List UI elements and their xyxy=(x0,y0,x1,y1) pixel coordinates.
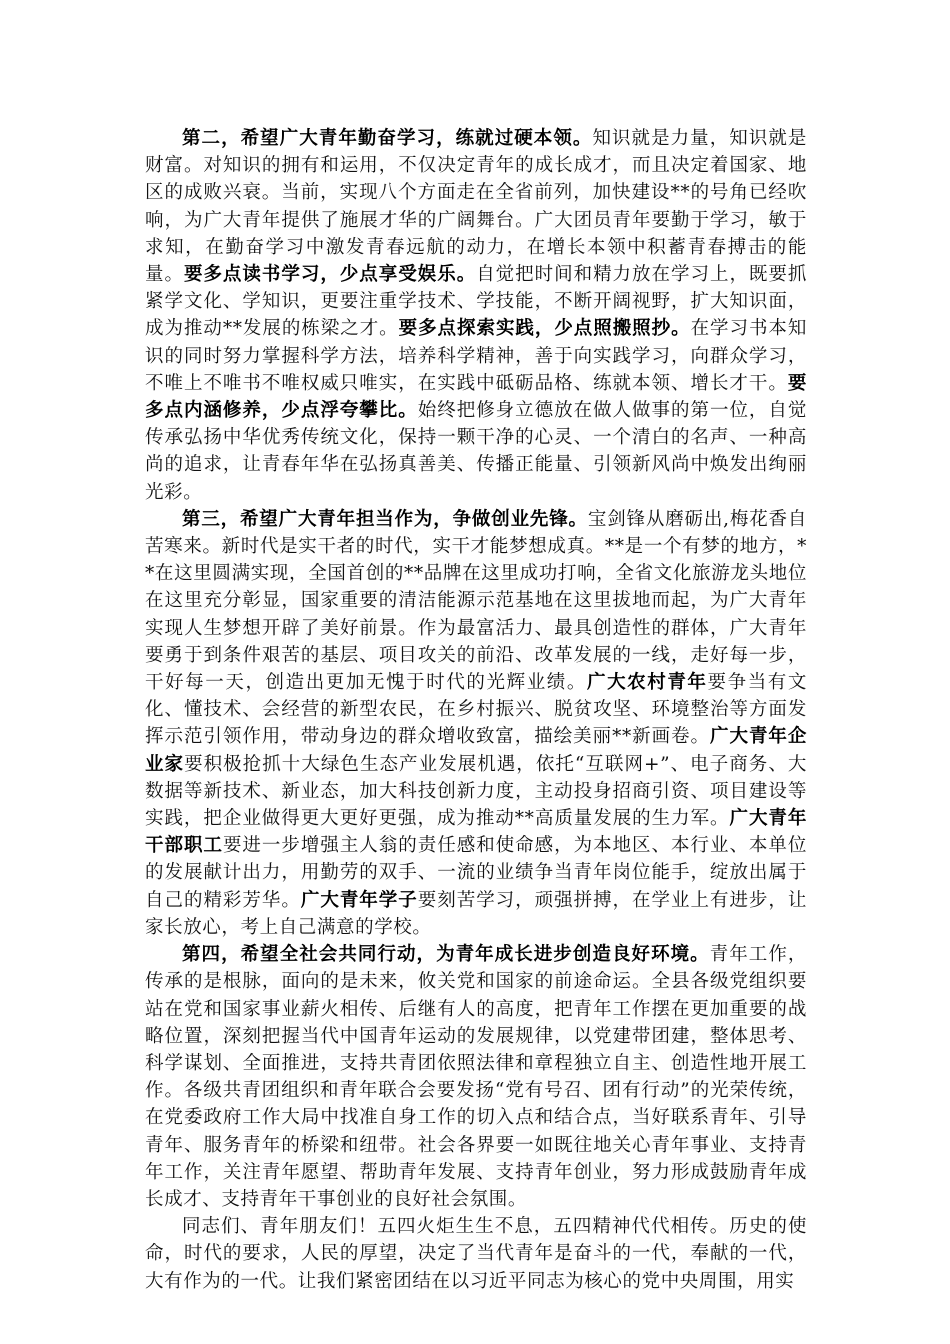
body-text: 同志们、青年朋友们！五四火炬生生不息，五四精神代代相传。历史的使命，时代的要求，人民的厚望，决定了当代青年是奋斗的一代，奉献的一代，大有作为的一代。让我们紧密团结在以习近平同志为核心的党中央周围，用实 xyxy=(145,1216,807,1292)
emphasis-text: 广大农村青年 xyxy=(586,672,708,694)
heading-second-wish: 第二，希望广大青年勤奋学习，练就过硬本领。 xyxy=(182,128,593,149)
emphasis-text: 广大青年企业家 xyxy=(145,726,807,775)
body-text: 知识就是力量，知识就是财富。对知识的拥有和运用，不仅决定青年的成长成才，而且决定着国家、地区的成败兴衰。当前，实现八个方面走在全省前列，加快建设**的号角已经吹响，为广大青年提供了施展才华的广阔舞台。广大团员青年要勤于学习，敏于求知，在勤奋学习中激发青春远航的动力，在增长本领中积蓄青春搏击的能量。 xyxy=(145,128,807,286)
emphasis-text: 要多点读书学习，少点享受娱乐。 xyxy=(183,264,477,286)
emphasis-text: 要多点内涵修养，少点浮夸攀比。 xyxy=(145,372,807,422)
heading-fourth-wish: 第四，希望全社会共同行动，为青年成长进步创造良好环境。 xyxy=(182,944,710,966)
body-text: 要刻苦学习，顽强拼搏，在学业上有进步，让家长放心，考上自己满意的学校。 xyxy=(145,889,807,938)
paragraph-fourth-wish xyxy=(145,941,807,1213)
body-text: 要争当有文化、懂技术、会经营的新型农民，在乡村振兴、脱贫攻坚、环境整治等方面发挥示范引领作用，带动身边的群众增收致富，描绘美丽**新画卷。 xyxy=(145,672,807,748)
body-text: 要进一步增强主人翁的责任感和使命感，为本地区、本行业、本单位的发展献计出力，用勤劳的双手、一流的业绩争当青年岗位能手，绽放出属于自己的精彩芳华。 xyxy=(145,835,807,911)
document-page xyxy=(145,125,807,1295)
body-text: 自觉把时间和精力放在学习上，既要抓紧学文化、学知识，更要注重学技术、学技能，不断开阔视野，扩大知识面，成为推动**发展的栋梁之才。 xyxy=(145,264,807,340)
emphasis-text: 要多点探索实践，少点照搬照抄。 xyxy=(398,318,691,340)
body-text: 宝剑锋从磨砺出,梅花香自苦寒来。新时代是实干者的时代，实干才能梦想成真。**是一个有梦的地方，**在这里圆满实现，全国首创的**品牌在这里成功打响，全省文化旅游龙头地位在这里充分彰显，国家重要的清洁能源示范基地在这里拔地而起，为广大青年实现人生梦想开辟了美好前景。作为最富活力、最具创造性的群体，广大青年要勇于到条件艰苦的基层、项目攻关的前沿、改革发展的一线，走好每一步，干好每一天，创造出更加无愧于时代的光辉业绩。 xyxy=(145,508,807,694)
paragraph-closing xyxy=(145,1213,807,1295)
paragraph-third-wish xyxy=(145,506,807,941)
paragraph-second-wish xyxy=(145,125,807,506)
body-text: 要积极抢抓十大绿色生态产业发展机遇，依托“互联网+”、电子商务、大数据等新技术、新业态，加大科技创新力度，主动投身招商引资、项目建设等实践，把企业做得更大更好更强，成为推动**高质量发展的生力军。 xyxy=(145,753,807,830)
heading-third-wish: 第三，希望广大青年担当作为，争做创业先锋。 xyxy=(182,508,588,530)
body-text: 青年工作，传承的是根脉，面向的是未来，攸关党和国家的前途命运。全县各级党组织要站在党和国家事业薪火相传、后继有人的高度，把青年工作摆在更加重要的战略位置，深刻把握当代中国青年运动的发展规律，以党建带团建，整体思考、科学谋划、全面推进，支持共青团依照法律和章程独立自主、创造性地开展工作。各级共青团组织和青年联合会要发扬“党有号召、团有行动”的光荣传统，在党委政府工作大局中找准自身工作的切入点和结合点，当好联系青年、引导青年、服务青年的桥梁和纽带。社会各界要一如既往地关心青年事业、支持青年工作，关注青年愿望、帮助青年发展、支持青年创业，努力形成鼓励青年成长成才、支持青年干事创业的良好社会氛围。 xyxy=(145,944,807,1210)
body-text: 在学习书本知识的同时努力掌握科学方法，培养科学精神，善于向实践学习，向群众学习，不唯上不唯书不唯权威只唯实，在实践中砥砺品格、练就本领、增长才干。 xyxy=(145,318,807,394)
emphasis-text: 广大青年干部职工 xyxy=(145,808,807,857)
body-text: 始终把修身立德放在做人做事的第一位，自觉传承弘扬中华优秀传统文化，保持一颗干净的心灵、一个清白的名声、一种高尚的追求，让青春年华在弘扬真善美、传播正能量、引领新风尚中焕发出绚丽光彩。 xyxy=(145,400,807,503)
emphasis-text: 广大青年学子 xyxy=(300,889,418,911)
